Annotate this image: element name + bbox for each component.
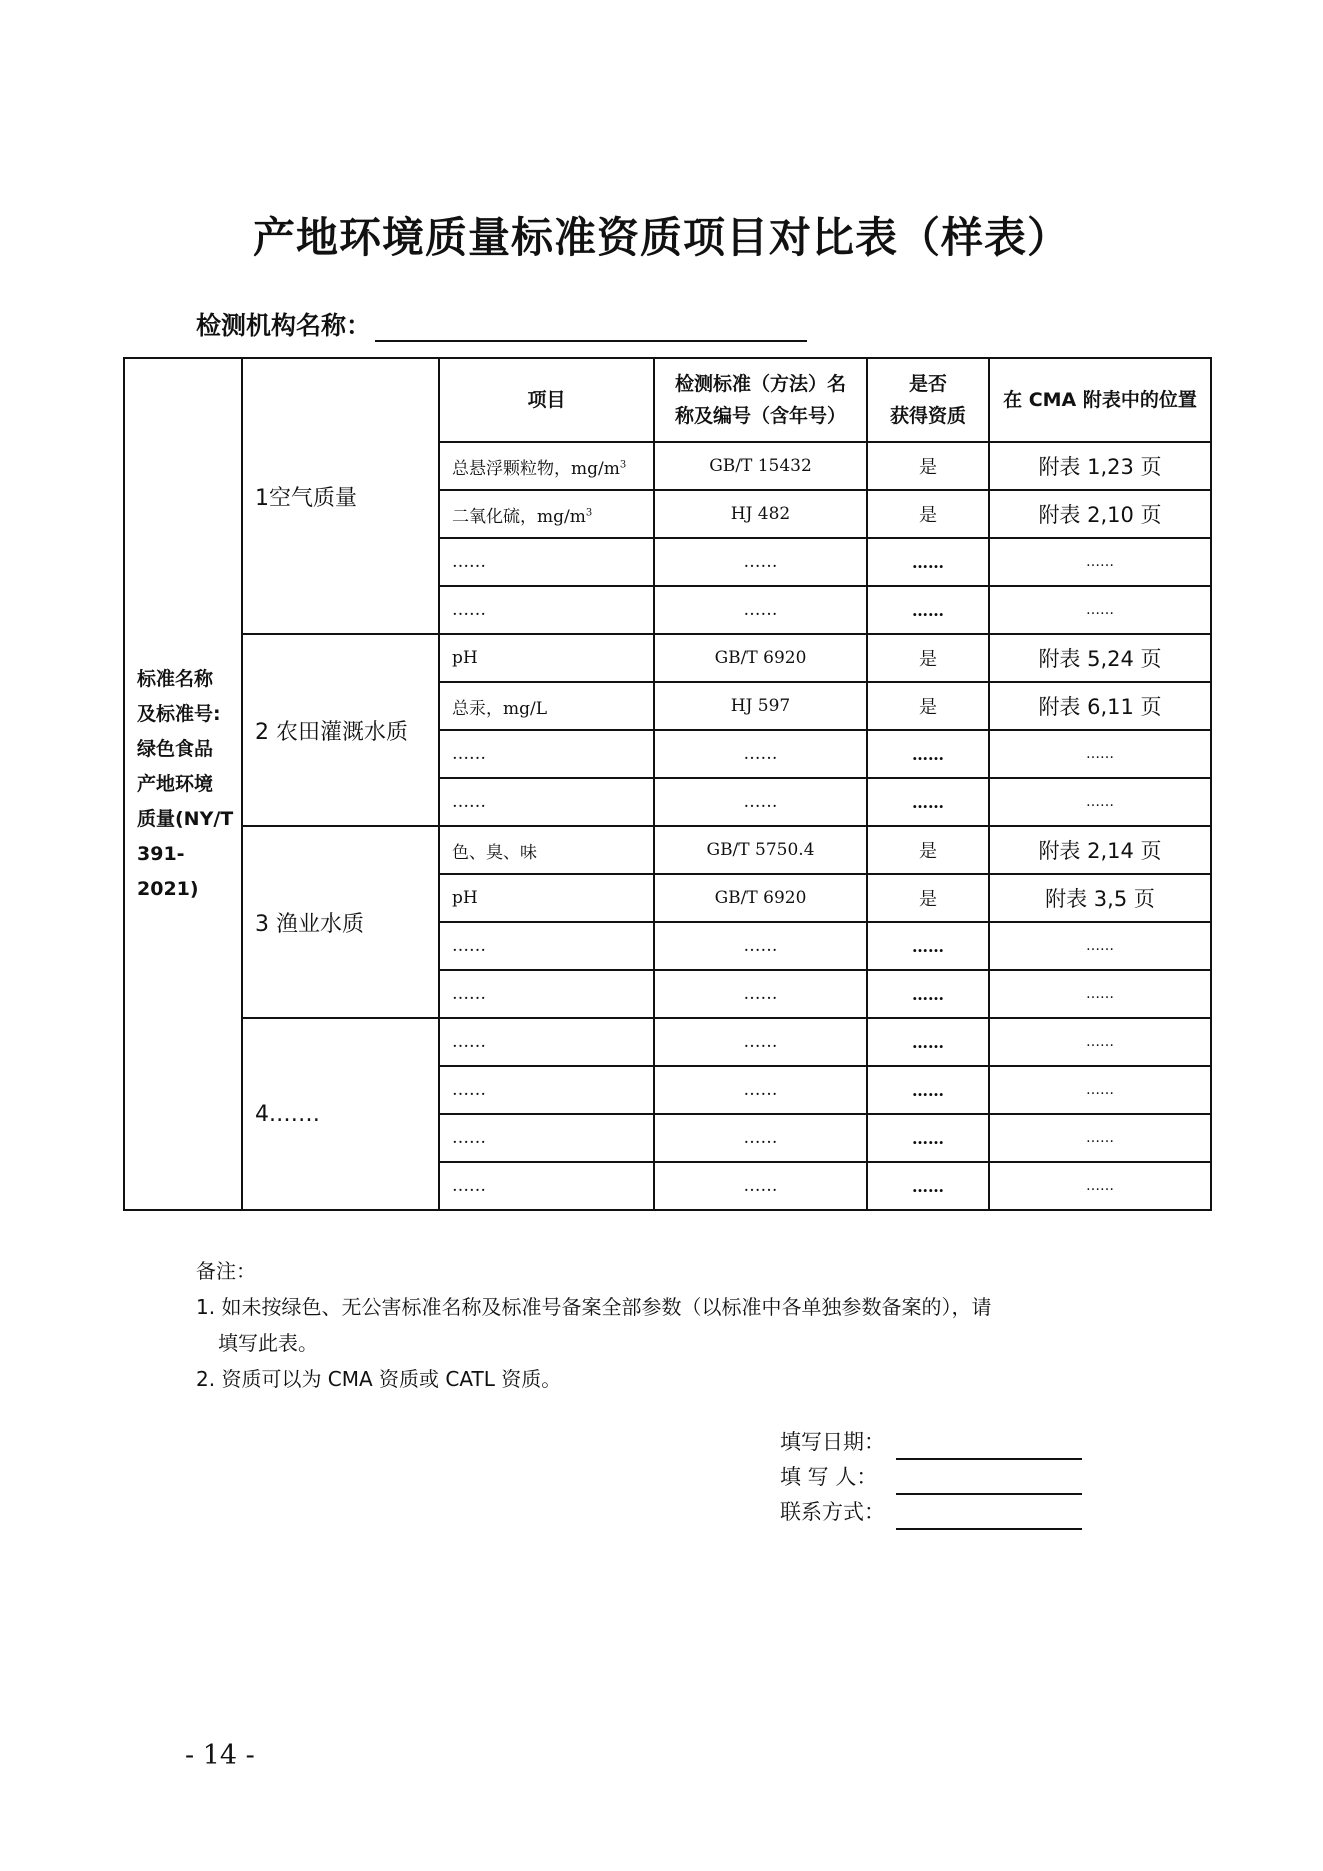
filler-label: 填 写 人： — [780, 1465, 878, 1489]
qualification-cell: …… — [867, 970, 989, 1018]
position-cell: …… — [989, 1114, 1211, 1162]
item-cell: …… — [439, 586, 654, 634]
position-cell: …… — [989, 1018, 1211, 1066]
standard-name-cell: 标准名称 及标准号: 绿色食品 产地环境 质量(NY/T 391-2021) — [124, 358, 242, 1210]
item-cell: pH — [439, 634, 654, 682]
method-cell: …… — [654, 970, 867, 1018]
qualification-cell: …… — [867, 1018, 989, 1066]
method-cell: GB/T 5750.4 — [654, 826, 867, 874]
method-cell: …… — [654, 1114, 867, 1162]
qualification-cell: …… — [867, 922, 989, 970]
position-cell: 附表 3,5 页 — [989, 874, 1211, 922]
filler-field[interactable] — [896, 1467, 1082, 1495]
position-cell: …… — [989, 1066, 1211, 1114]
method-cell: …… — [654, 538, 867, 586]
position-cell: …… — [989, 538, 1211, 586]
item-cell: …… — [439, 1018, 654, 1066]
page-number: - 14 - — [185, 1740, 255, 1771]
position-cell: 附表 2,14 页 — [989, 826, 1211, 874]
item-cell: 总汞，mg/L — [439, 682, 654, 730]
header-item: 项目 — [439, 358, 654, 442]
category-cell: 3 渔业水质 — [242, 826, 439, 1018]
note-1: 1. 如未按绿色、无公害标准名称及标准号备案全部参数（以标准中各单独参数备案的），请 — [196, 1295, 992, 1319]
method-cell: GB/T 6920 — [654, 634, 867, 682]
item-cell: …… — [439, 970, 654, 1018]
institution-name-label: 检测机构名称： — [196, 311, 372, 340]
fill-date-label: 填写日期： — [780, 1430, 885, 1454]
position-cell: 附表 2,10 页 — [989, 490, 1211, 538]
position-cell: 附表 1,23 页 — [989, 442, 1211, 490]
signature-block — [780, 1425, 1082, 1530]
item-cell: …… — [439, 730, 654, 778]
table-row — [124, 826, 1211, 874]
table-row — [124, 634, 1211, 682]
method-cell: …… — [654, 586, 867, 634]
position-cell: …… — [989, 970, 1211, 1018]
position-cell: …… — [989, 586, 1211, 634]
qualification-cell: …… — [867, 778, 989, 826]
header-position: 在 CMA 附表中的位置 — [989, 358, 1211, 442]
qualification-cell: 是 — [867, 442, 989, 490]
contact-field[interactable] — [896, 1502, 1082, 1530]
method-cell: …… — [654, 1018, 867, 1066]
item-cell: …… — [439, 1114, 654, 1162]
qualification-cell: …… — [867, 1114, 989, 1162]
qualification-cell: 是 — [867, 682, 989, 730]
item-cell: …… — [439, 778, 654, 826]
method-cell: HJ 597 — [654, 682, 867, 730]
position-cell: …… — [989, 922, 1211, 970]
method-cell: …… — [654, 922, 867, 970]
page-title: 产地环境质量标准资质项目对比表（样表） — [252, 213, 1070, 262]
item-cell: …… — [439, 922, 654, 970]
qualification-cell: …… — [867, 730, 989, 778]
table-row — [124, 1018, 1211, 1066]
item-cell: …… — [439, 1162, 654, 1210]
position-cell: 附表 5,24 页 — [989, 634, 1211, 682]
method-cell: …… — [654, 778, 867, 826]
header-qualification: 是否 获得资质 — [867, 358, 989, 442]
method-cell: …… — [654, 730, 867, 778]
category-cell: 4.…… — [242, 1018, 439, 1210]
qualification-cell: 是 — [867, 490, 989, 538]
institution-name-field[interactable] — [375, 312, 807, 342]
item-cell: …… — [439, 538, 654, 586]
item-cell: 色、臭、味 — [439, 826, 654, 874]
note-1-cont: 填写此表。 — [218, 1331, 318, 1355]
position-cell: 附表 6,11 页 — [989, 682, 1211, 730]
item-cell: pH — [439, 874, 654, 922]
position-cell: …… — [989, 730, 1211, 778]
header-method: 检测标准（方法）名 称及编号（含年号） — [654, 358, 867, 442]
institution-name-row — [196, 306, 807, 342]
notes-heading: 备注： — [196, 1259, 256, 1283]
item-cell: 二氧化硫，$mg/m^3$ — [439, 490, 654, 538]
qualification-cell: 是 — [867, 826, 989, 874]
position-cell: …… — [989, 1162, 1211, 1210]
contact-label: 联系方式： — [780, 1500, 885, 1524]
note-2: 2. 资质可以为 CMA 资质或 CATL 资质。 — [196, 1367, 562, 1391]
notes — [196, 1253, 991, 1397]
qualification-cell: …… — [867, 538, 989, 586]
table-header-row — [124, 358, 1211, 442]
qualification-cell: …… — [867, 1066, 989, 1114]
fill-date-field[interactable] — [896, 1432, 1082, 1460]
qualification-cell: …… — [867, 586, 989, 634]
category-cell: 2 农田灌溉水质 — [242, 634, 439, 826]
comparison-table — [123, 357, 1212, 1211]
qualification-cell: 是 — [867, 874, 989, 922]
method-cell: …… — [654, 1162, 867, 1210]
item-cell: 总悬浮颗粒物，$mg/m^3$ — [439, 442, 654, 490]
qualification-cell: 是 — [867, 634, 989, 682]
position-cell: …… — [989, 778, 1211, 826]
method-cell: …… — [654, 1066, 867, 1114]
qualification-cell: …… — [867, 1162, 989, 1210]
category-cell: 1空气质量 — [242, 358, 439, 634]
item-cell: …… — [439, 1066, 654, 1114]
method-cell: GB/T 15432 — [654, 442, 867, 490]
method-cell: HJ 482 — [654, 490, 867, 538]
method-cell: GB/T 6920 — [654, 874, 867, 922]
